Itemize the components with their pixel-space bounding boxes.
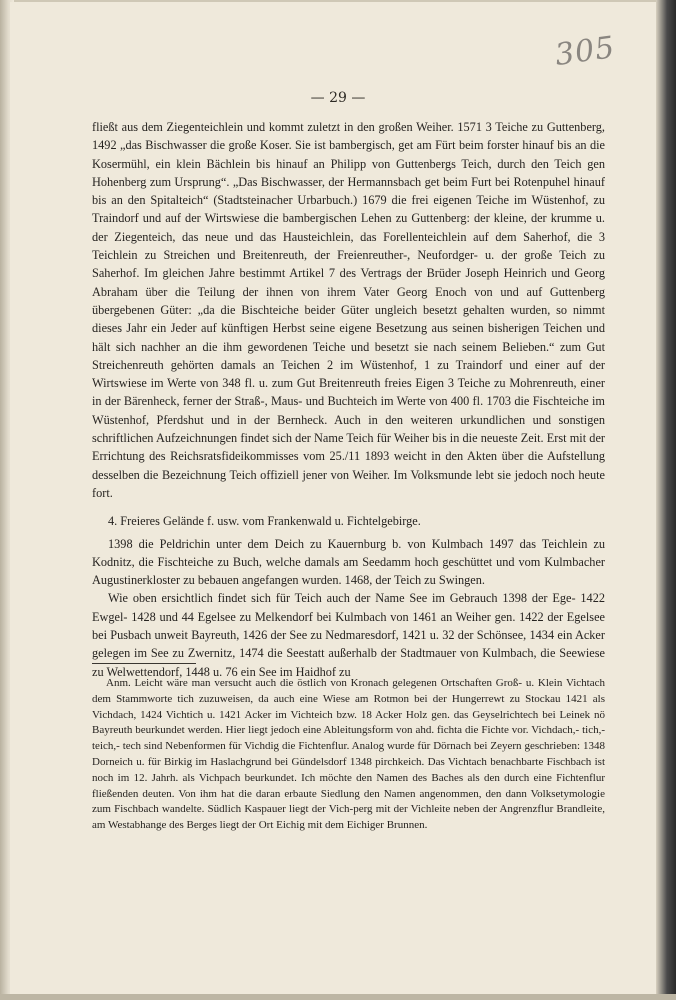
main-text [92,118,605,681]
pencil-annotation: 305 [552,29,618,74]
scan-bottom-edge [0,994,676,1000]
footnote-divider [92,663,196,664]
scan-right-edge [656,0,676,1000]
footnote-text: Anm. Leicht wäre man versucht auch die östlich von Kronach gelegenen Ortschaften Groß- u. Klein Vichtach dem Stammworte tich zuzuweisen, da auch eine Wiese am Rotmon bei der Hungerrewt zu Stockau 1421 als Vichdach, 1424 Vichtich u. 1421 Acker im Vichteich bzw. 18 Acker Holz gen. das Geyselrichtech bei Leinek nö Bayreuth beurkundet werden. Hier liegt jedoch eine Ableitungsform von ahd. fichta die Fichte vor. Vichdach,- tich,- teich,- tech sind Nebenformen für Vichdig die Fichtenflur. Analog wurde für Dörnach bei Zeyern geschrieben: 1348 Dorneich u. für Birkig im Haslachgrund bei Gündelsdorf 1348 pirchkeich. Das Vichtach benachbarte Fischbach ist noch im 12. Jahrh. als Vichpach beurkundet. Ich möchte den Namen des Baches als den durch eine Fichtenflur fließenden deuten. Von ihm hat die daran erbaute Siedlung den Namen angenommen, den dann Volksetymologie zum Fischbach wandelte. Südlich Kaspauer liegt der Vich-perg mit der Vichleite neben der Angrenzflur Brandleite, am Westabhange des Berges liegt der Ort Eichig mit dem Eichiger Brunnen. [92,677,605,832]
footnote [92,676,605,834]
section-heading: 4. Freieres Gelände f. usw. vom Frankenwald u. Fichtelgebirge. [108,514,421,529]
paragraph-teiche-guttenberg: fließt aus dem Ziegenteichlein und kommt zuletzt in den großen Weiher. 1571 3 Teiche zu Guttenberg, 1492 „das Bischwasser die große Koser. Sie ist bambergisch, get am Fürt beim forster hinauf bis an die Kosermühl, ein klein Bächlein bis hinauf an Philipp von Guttenbergs Teich, durch den Teich gen Hohenberg zum Ursprung“. „Das Bischwasser, der Hermannsbach get beim Furt bei Rotenpuhel hinauf bis an den Spitalteich“ (Stadtsteinacher Urbarbuch.) 1679 die frei eigenen Teiche im Wüstenhof, zu Traindorf und auf der Wirtswiese die bambergischen Lehen zu Guttenberg: der kleine, der krumme u. der Ziegenteich, das neue und das Hausteichlein, das Forellenteichlein auf dem Saherhof, die 3 Teichlein zu Streichen und Breitenreuth, der Freienreuther-, Neufordger- u. der große Teich zu Saherhof. Im gleichen Jahre bestimmt Artikel 7 des Vertrags der Brüder Joseph Heinrich und Georg Abraham über die Teilung der ihnen von ihrem Vater Georg Enoch von und auf Guttenberg übergebenen Güter: „da die Bischteiche beider Güter ungleich besetzt gehalten wurden, so nimmt dieses Jahr ein Jeder auf künftigen Herbst seine eigene Besetzung aus seinen bisherigen Teichen und hält sich nachher an die ihm gewordenen Teiche und besetzt sie nach seinem Belieben.“ zum Gut Streichenreuth gehörten damals an Teichen 2 im Wüstenhof, 1 zu Traindorf und einer auf der Wirtswiese im Werte von 348 fl. u. zum Gut Breitenreuth freies Eigen 3 Teiche zu Mohrenreuth, einer in der Bärenheck, ferner der Straß-, Maus- und Buchteich im Werte von 400 fl. 1703 die Fischteiche im Wüstenhof, Pferdshut und in der Bernheck. Auch in den weiteren urkundlichen und sonstigen schriftlichen Aufzeichnungen findet sich der Name Teich für Weiher bis in die neueste Zeit. Erst mit der Errichtung des Reichsratsfideikommisses vom 25./11 1893 weicht in den Akten über die Aufstellung desselben die Bezeichnung Teich offiziell jener von Weiher. Im Volksmunde lebt sie jedoch noch heute fort. [92,120,605,500]
paragraph-kulmbach: 1398 die Peldrichin unter dem Deich zu Kauernburg b. von Kulmbach 1497 das Teichlein zu Kodnitz, die Fischteiche zu Buch, welche damals am Seedamm hoch geschüttet und vom Kulmbacher Augustinerkloster zu bebauen angefangen wurden. 1468, der Teich zu Swingen. [92,536,605,588]
paragraph-see: Wie oben ersichtlich findet sich für Teich auch der Name See im Gebrauch 1398 der Ege- 1422 Ewgel- 1428 und 44 Egelsee zu Melkendorf bei Kulmbach von 1461 an Weiher gen. 1422 der Egelsee bei Pusbach unweit Bayreuth, 1426 der See zu Nedmaresdorf, 1421 u. 32 der Schönsee, 1434 ein Acker gelegen im See zu Zwernitz, 1474 die Seestatt außerhalb der Stadtmauer von Kulmbach, die Seewiese zu Welwettendorf, 1448 u. 76 ein See im Haidhof zu [92,591,605,679]
page-number: — 29 — [310,90,366,106]
